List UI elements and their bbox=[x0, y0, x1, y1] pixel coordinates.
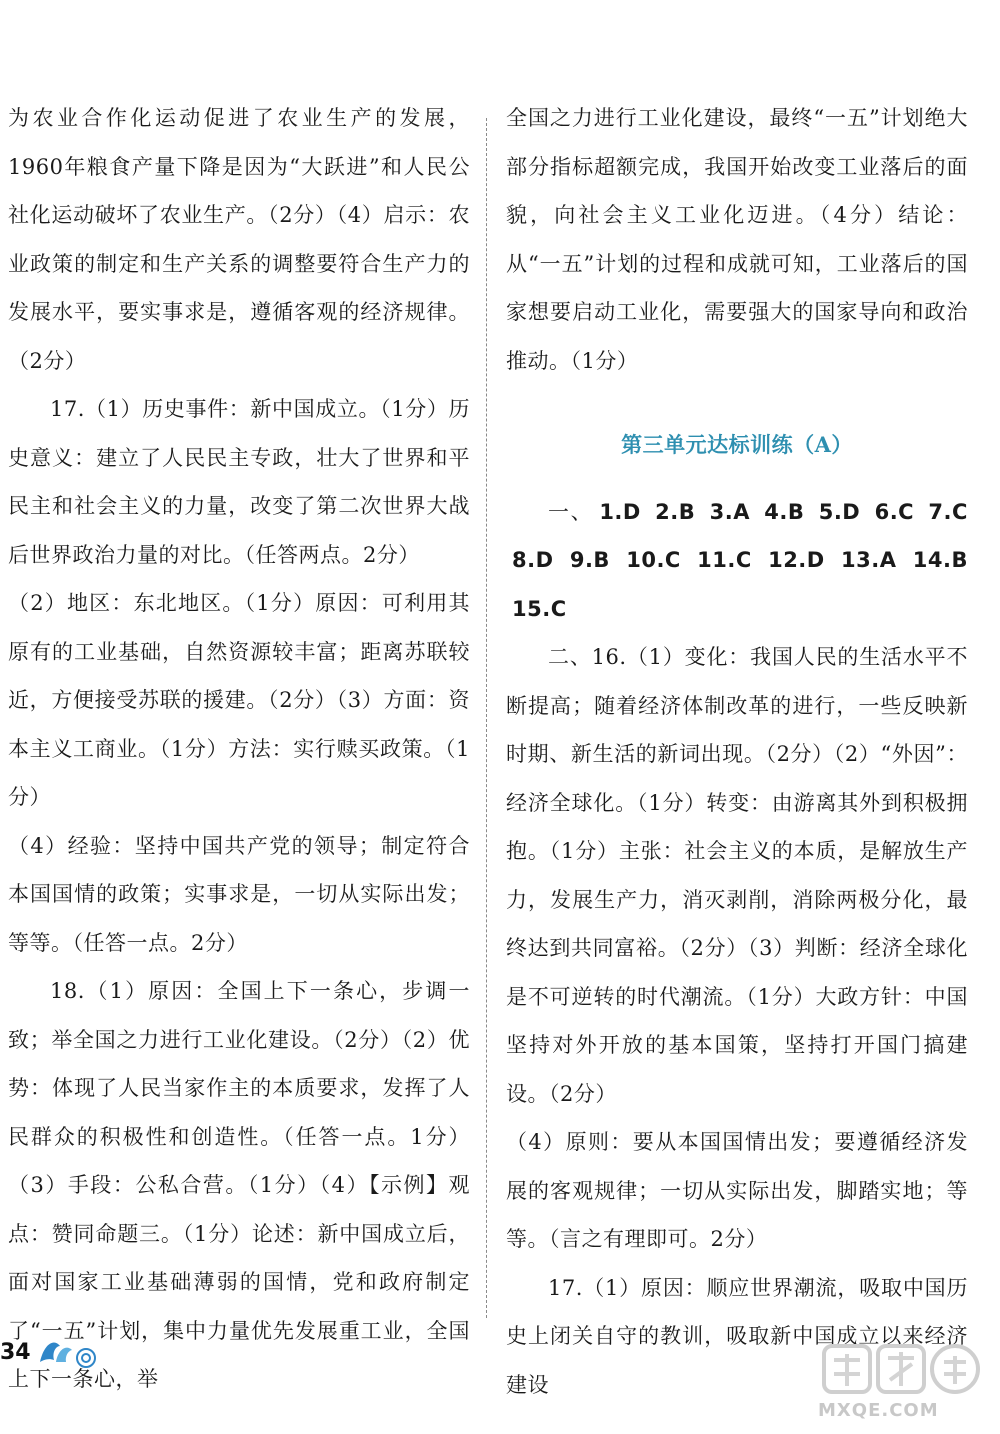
left-paragraph-1: 为农业合作化运动促进了农业生产的发展，1960年粮食产量下降是因为“大跃进”和人民公社化运动破坏了农业生产。（2分）（4）启示：农业政策的制定和生产关系的调整要符合生产力的发展水平，要实事求是，遵循客观的经济规律。（2分） bbox=[8, 106, 470, 373]
mc-answer: 8.D bbox=[512, 548, 554, 572]
mc-answer: 6.C bbox=[874, 499, 915, 524]
mc-answer: 13.A bbox=[841, 548, 897, 572]
left-paragraph-5: 18.（1）原因：全国上下一条心，步调一致；举全国之力进行工业化建设。（2分）（2）优势：体现了人民当家作主的本质要求，发挥了人民群众的积极性和创造性。（任答一点。1分）（3）手段：公私合营。（1分）（4）【示例】观点：赞同命题三。（1分）论述：新中国成立后，面对国家工业基础薄弱的国情，党和政府制定了“一五”计划，集中力量优先发展重工业，全国上下一条心，举 bbox=[8, 979, 470, 1391]
mc-answer: 9.B bbox=[569, 548, 610, 572]
right-paragraph-16: 二、16.（1）变化：我国人民的生活水平不断提高；随着经济体制改革的进行，一些反映新时期、新生活的新词出现。（2分）（2）“外因”：经济全球化。（1分）转变：由游离其外到积极拥抱。（1分）主张：社会主义的本质，是解放生产力，发展生产力，消灭剥削，消除两极分化，最终达到共同富裕。（2分）（3）判断：经济全球化是不可逆转的时代潮流。（1分）大政方针：中国坚持对外开放的基本国策，坚持打开国门搞建设。（2分） bbox=[506, 645, 968, 1106]
right-paragraph-16-4: （4）原则：要从本国国情出发；要遵循经济发展的客观规律；一切从实际出发，脚踏实地；等等。（言之有理即可。2分） bbox=[506, 1130, 968, 1251]
right-paragraph-continued: 全国之力进行工业化建设，最终“一五”计划绝大部分指标超额完成，我国开始改变工业落后的面貌，向社会主义工业化迈进。（4分）结论：从“一五”计划的过程和成就可知，工业落后的国家想要启动工业化，需要强大的国家导向和政治推动。（1分） bbox=[506, 106, 968, 373]
left-paragraph-2: 17.（1）历史事件：新中国成立。（1分）历史意义：建立了人民民主专政，壮大了世界和平民主和社会主义的力量，改变了第二次世界大战后世界政治力量的对比。（任答两点。2分） bbox=[8, 397, 470, 567]
left-paragraph-4: （4）经验：坚持中国共产党的领导；制定符合本国国情的政策；实事求是，一切从实际出发；等等。（任答一点。2分） bbox=[8, 833, 470, 955]
left-column bbox=[8, 94, 470, 1404]
mc-prefix: 一、 bbox=[548, 499, 594, 524]
mc-answer: 5.D bbox=[818, 499, 861, 524]
right-column bbox=[506, 94, 968, 1409]
mc-answer: 1.D bbox=[599, 499, 641, 524]
watermark-text: MXQE.COM bbox=[818, 1400, 939, 1421]
mc-answer: 10.C bbox=[626, 548, 681, 572]
mc-answer: 15.C bbox=[512, 596, 567, 621]
page-number: 34 bbox=[0, 1340, 31, 1365]
mc-answer: 4.B bbox=[764, 499, 805, 524]
mc-answer: 7.C bbox=[928, 499, 968, 524]
left-paragraph-3: （2）地区：东北地区。（1分）原因：可利用其原有的工业基础，自然资源较丰富；距离苏联较近，方便接受苏联的援建。（2分）（3）方面：资本主义工商业。（1分）方法：实行赎买政策。（1分） bbox=[8, 591, 470, 809]
section-title: 第三单元达标训练（A） bbox=[621, 432, 853, 457]
mc-answer: 2.B bbox=[655, 499, 696, 524]
multiple-choice-answers bbox=[506, 488, 968, 634]
swirl-logo-icon bbox=[34, 1332, 106, 1372]
right-paragraph-17: 17.（1）原因：顺应世界潮流，吸取中国历史上闭关自守的教训，吸取新中国成立以来经济建设 bbox=[506, 1275, 968, 1397]
mc-answer: 11.C bbox=[697, 548, 752, 572]
mc-answer: 14.B bbox=[912, 548, 968, 572]
mc-answer: 3.A bbox=[709, 499, 750, 524]
mc-answer: 12.D bbox=[768, 548, 825, 572]
column-divider bbox=[486, 118, 487, 1318]
